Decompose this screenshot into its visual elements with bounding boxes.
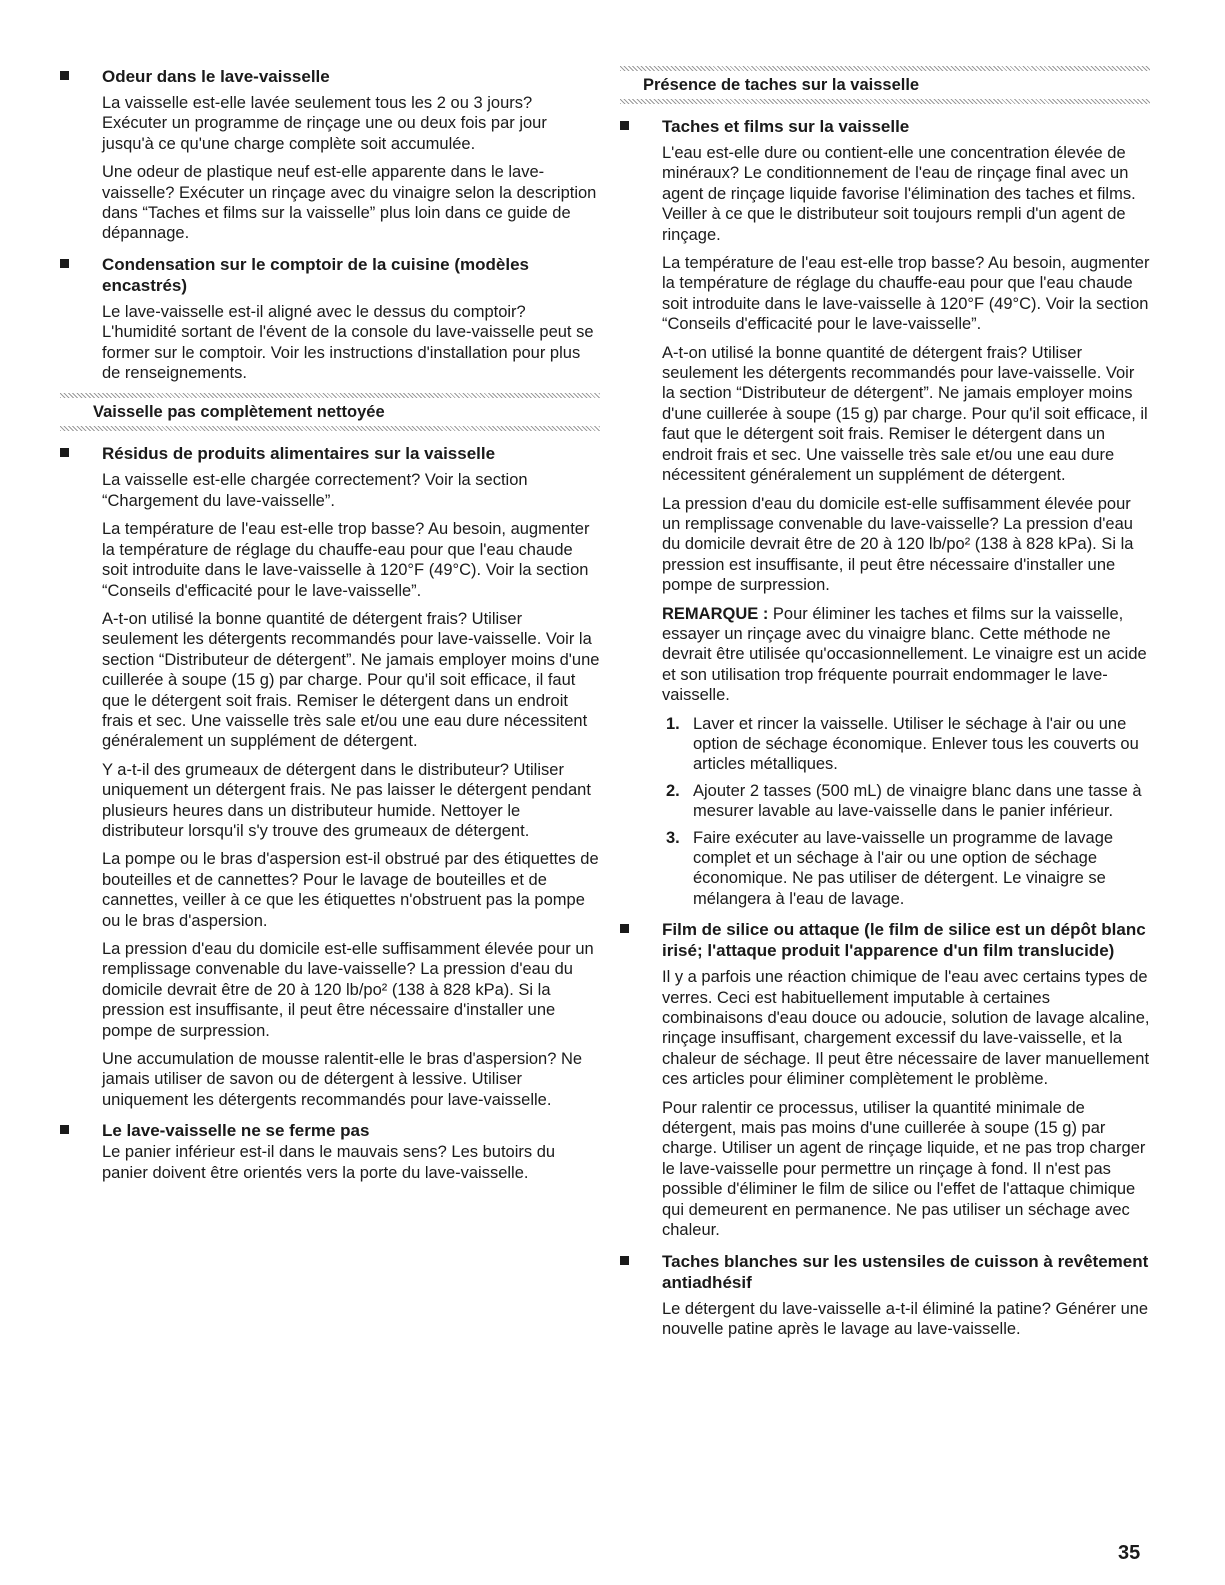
vinegar-steps-list — [662, 714, 1150, 910]
bullet-icon — [60, 259, 69, 268]
section-odeur — [60, 66, 600, 244]
paragraph: Il y a parfois une réaction chimique de l'eau avec certains types de verres. Ceci est habituellement imputable à certaines combinaisons d'eau douce ou adoucie, solution de lavage alcaline, rinçage insuffisant, chargement excessif du lave-vaisselle, et la chaleur de séchage. Il peut être nécessaire de laver manuellement ces articles pour éliminer complètement le problème. — [662, 968, 1150, 1089]
hatch-divider — [60, 426, 600, 431]
heading-taches: Taches et films sur la vaisselle — [662, 117, 910, 136]
step-number: 2. — [666, 781, 680, 800]
section-taches — [620, 116, 1150, 909]
bullet-icon — [620, 121, 629, 130]
bullet-icon — [60, 448, 69, 457]
step-text: Faire exécuter au lave-vaisselle un programme de lavage complet et un séchage à l'air ou une option de séchage économique. Ne pas utiliser de détergent. Le vinaigre se mélangera à l'eau de lavage. — [693, 828, 1114, 908]
heading-odeur: Odeur dans le lave-vaisselle — [102, 67, 330, 86]
paragraph: Le lave-vaisselle est-il aligné avec le dessus du comptoir? L'humidité sortant de l'évent de la console du lave-vaisselle peut se former sur le comptoir. Voir les instructions d'installation pour plus de renseignements. — [102, 302, 594, 383]
list-item — [662, 781, 1150, 822]
bullet-icon — [60, 71, 69, 80]
section-condensation — [60, 254, 600, 384]
section-header-title: Présence de taches sur la vaisselle — [643, 76, 920, 94]
bullet-icon — [60, 1125, 69, 1134]
section-header-title: Vaisselle pas complètement nettoyée — [93, 403, 385, 422]
paragraph: Une odeur de plastique neuf est-elle apparente dans le lave-vaisselle? Exécuter un rinçage avec du vinaigre selon la description dans “Taches et films sur la vaisselle” plus loin dans ce guide de dépannage. — [102, 163, 597, 243]
heading-blanches: Taches blanches sur les ustensiles de cuisson à revêtement antiadhésif — [662, 1251, 1149, 1292]
list-item — [662, 714, 1150, 775]
page-number: 35 — [1118, 1542, 1141, 1564]
right-column — [620, 66, 1150, 1349]
paragraph: La pompe ou le bras d'aspersion est-il obstrué par des étiquettes de bouteilles et de cannettes? Pour le lavage de bouteilles et de cannettes, veiller à ce que les étiquettes n'obstruent pas la pompe ou le bras d'aspersion. — [102, 850, 599, 930]
paragraph: Une accumulation de mousse ralentit-elle le bras d'aspersion? Ne jamais utiliser de savon ou de détergent à lessive. Utiliser uniquement les détergents recommandés pour lave-vaisselle. — [102, 1050, 583, 1109]
section-silice — [620, 919, 1150, 1240]
left-column — [60, 66, 600, 1193]
section-header-vaisselle — [60, 393, 600, 431]
section-residus — [60, 443, 600, 1110]
bullet-icon — [620, 924, 629, 933]
step-text: Ajouter 2 tasses (500 mL) de vinaigre blanc dans une tasse à mesurer lavable au lave-vaisselle dans le panier inférieur. — [693, 781, 1142, 821]
paragraph: La pression d'eau du domicile est-elle suffisamment élevée pour un remplissage convenable du lave-vaisselle? La pression d'eau du domicile devrait être de 20 à 120 lb/po² (138 à 828 kPa). Si la pression est insuffisante, il peut être nécessaire d'installer une pompe de surpression. — [102, 940, 594, 1040]
paragraph: Le détergent du lave-vaisselle a-t-il éliminé la patine? Générer une nouvelle patine après le lavage au lave-vaisselle. — [662, 1299, 1149, 1338]
paragraph: Pour ralentir ce processus, utiliser la quantité minimale de détergent, mais pas moins d'une cuillerée à soupe (15 g) par charge. Utiliser un agent de rinçage liquide, et ne pas trop charger le lave-vaisselle pour permettre un rinçage à fond. Il n'est pas possible d'éliminer le film de silice ou l'effet de l'attaque chimique qui demeurent en permanence. Ne pas utiliser un séchage avec chaleur. — [662, 1098, 1146, 1240]
heading-silice: Film de silice ou attaque (le film de silice est un dépôt blanc irisé; l'attaque produit l'apparence d'un film translucide) — [662, 920, 1146, 961]
note-label: REMARQUE : — [662, 604, 769, 623]
paragraph: A-t-on utilisé la bonne quantité de détergent frais? Utiliser seulement les détergents recommandés pour lave-vaisselle. Voir la section “Distributeur de détergent”. Ne jamais employer moins d'une cuillerée à soupe (15 g) par charge. Pour qu'il soit efficace, il faut que le détergent soit frais. Remiser le détergent dans un endroit frais et sec. Une vaisselle très sale et/ou une eau dure nécessitent généralement un supplément de détergent. — [102, 609, 600, 751]
section-header-taches — [620, 66, 1150, 104]
step-number: 3. — [666, 828, 680, 847]
paragraph: La température de l'eau est-elle trop basse? Au besoin, augmenter la température de réglage du chauffe-eau pour que l'eau chaude soit introduite dans le lave-vaisselle à 120°F (49°C). Voir la section “Conseils d'efficacité pour le lave-vaisselle”. — [102, 520, 590, 600]
paragraph: La vaisselle est-elle chargée correctement? Voir la section “Chargement du lave-vaisselle”. — [102, 471, 528, 510]
heading-residus: Résidus de produits alimentaires sur la vaisselle — [102, 444, 496, 464]
section-blanches — [620, 1251, 1150, 1340]
bullet-icon — [620, 1256, 629, 1265]
section-ferme — [60, 1120, 600, 1183]
note-paragraph — [662, 604, 1150, 706]
step-number: 1. — [666, 714, 680, 733]
paragraph: Le panier inférieur est-il dans le mauvais sens? Les butoirs du panier doivent être orientés vers la porte du lave-vaisselle. — [102, 1143, 556, 1182]
paragraph: La pression d'eau du domicile est-elle suffisamment élevée pour un remplissage convenable du lave-vaisselle? La pression d'eau du domicile devrait être de 20 à 120 lb/po² (138 à 828 kPa). Si la pression est insuffisante, il peut être nécessaire d'installer une pompe de surpression. — [662, 494, 1134, 595]
note-text: Pour éliminer les taches et films sur la vaisselle, essayer un rinçage avec du vinaigre blanc. Cette méthode ne devrait être utilisée qu'occasionnellement. Le vinaigre est un acide et son utilisation trop fréquente pourrait endommager le lave-vaisselle. — [662, 604, 1147, 705]
paragraph: L'eau est-elle dure ou contient-elle une concentration élevée de minéraux? Le conditionnement de l'eau de rinçage final avec un agent de rinçage liquide favorise l'élimination des taches et films. Veiller à ce que le distributeur soit toujours rempli d'un agent de rinçage. — [662, 144, 1136, 244]
paragraph: Y a-t-il des grumeaux de détergent dans le distributeur? Utiliser uniquement un détergent frais. Ne pas laisser le détergent pendant plusieurs heures dans un distributeur humide. Nettoyer le distributeur lorsqu'il s'y trouve des grumeaux de détergent. — [102, 760, 591, 840]
paragraph: A-t-on utilisé la bonne quantité de détergent frais? Utiliser seulement les détergents recommandés pour lave-vaisselle. Voir la section “Distributeur de détergent”. Ne jamais employer moins d'une cuillerée à soupe (15 g) par charge. Pour qu'il soit efficace, il faut que le détergent soit frais. Remiser le détergent dans un endroit frais et sec. Une vaisselle très sale et/ou une eau dure nécessitent généralement un supplément de détergent. — [662, 343, 1148, 485]
list-item — [662, 828, 1150, 910]
paragraph: La température de l'eau est-elle trop basse? Au besoin, augmenter la température de réglage du chauffe-eau pour que l'eau chaude soit introduite dans le lave-vaisselle à 120°F (49°C). Voir la section “Conseils d'efficacité pour le lave-vaisselle”. — [662, 254, 1150, 334]
paragraph: La vaisselle est-elle lavée seulement tous les 2 ou 3 jours? Exécuter un programme de rinçage une ou deux fois par jour jusqu'à ce qu'une charge complète soit accumulée. — [102, 94, 547, 153]
step-text: Laver et rincer la vaisselle. Utiliser le séchage à l'air ou une option de séchage économique. Enlever tous les couverts ou articles métalliques. — [693, 714, 1139, 774]
heading-ferme: Le lave-vaisselle ne se ferme pas — [102, 1121, 370, 1141]
heading-condensation: Condensation sur le comptoir de la cuisine (modèles encastrés) — [102, 254, 529, 295]
hatch-divider — [620, 99, 1150, 104]
